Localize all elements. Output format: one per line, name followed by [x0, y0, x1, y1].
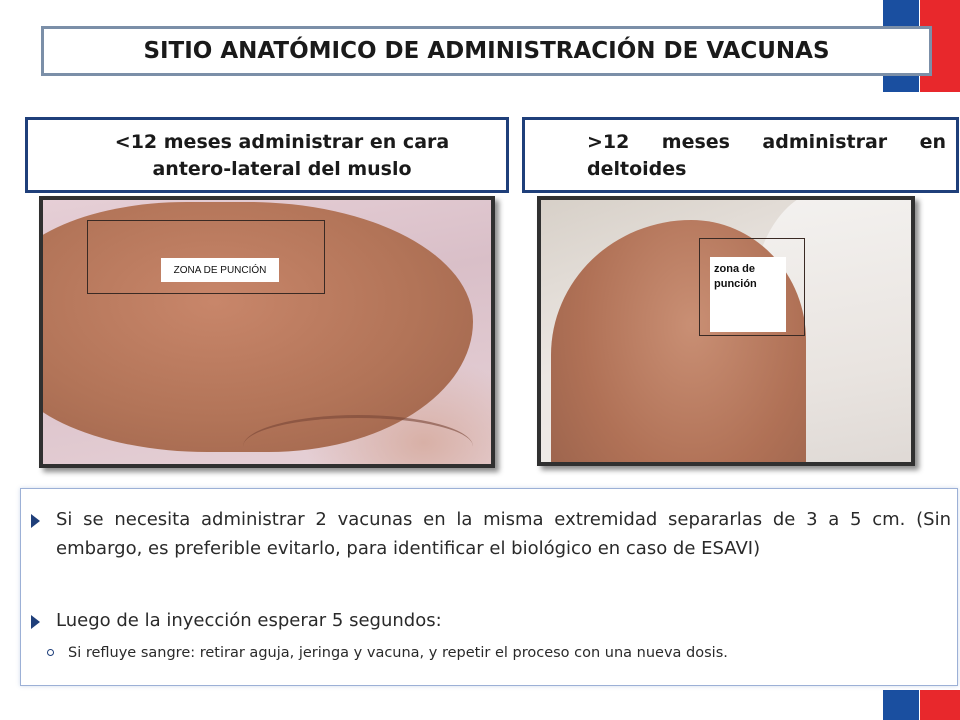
- slide-title: SITIO ANATÓMICO DE ADMINISTRACIÓN DE VACUNAS: [143, 38, 830, 64]
- injection-zone-frame: [87, 220, 325, 294]
- bullet-circle-icon: [47, 649, 54, 656]
- sub-list-item: [47, 641, 947, 665]
- flag-blue-stripe-bottom: [883, 690, 919, 720]
- list-item: [29, 606, 951, 635]
- bullet-text: Si se necesita administrar 2 vacunas en la misma extremidad separarlas de 3 a 5 cm. (Sin embargo, es preferible evitarlo, para identificar el biológico en caso de ESAVI): [56, 509, 951, 559]
- bullet-list: [20, 488, 958, 686]
- title-box: [41, 26, 932, 76]
- list-item: [29, 505, 951, 563]
- sub-bullet-text: Si refluye sangre: retirar aguja, jeringa y vacuna, y repetir el proceso con una nueva dosis.: [68, 645, 728, 661]
- caption-right: >12 meses administrar en deltoides: [522, 117, 959, 193]
- bullet-triangle-icon: [31, 514, 40, 528]
- zone-label-deltoid: zona de punción: [710, 257, 786, 332]
- flag-red-stripe-bottom: [920, 690, 960, 720]
- bullet-text: Luego de la inyección esperar 5 segundos:: [56, 610, 442, 631]
- bullet-triangle-icon: [31, 615, 40, 629]
- skin-fold: [243, 415, 473, 468]
- deltoid-photo: [537, 196, 915, 466]
- caption-left: <12 meses administrar en cara antero-lateral del muslo: [25, 117, 509, 193]
- thigh-photo: [39, 196, 495, 468]
- zone-label-thigh: ZONA DE PUNCIÓN: [161, 258, 279, 282]
